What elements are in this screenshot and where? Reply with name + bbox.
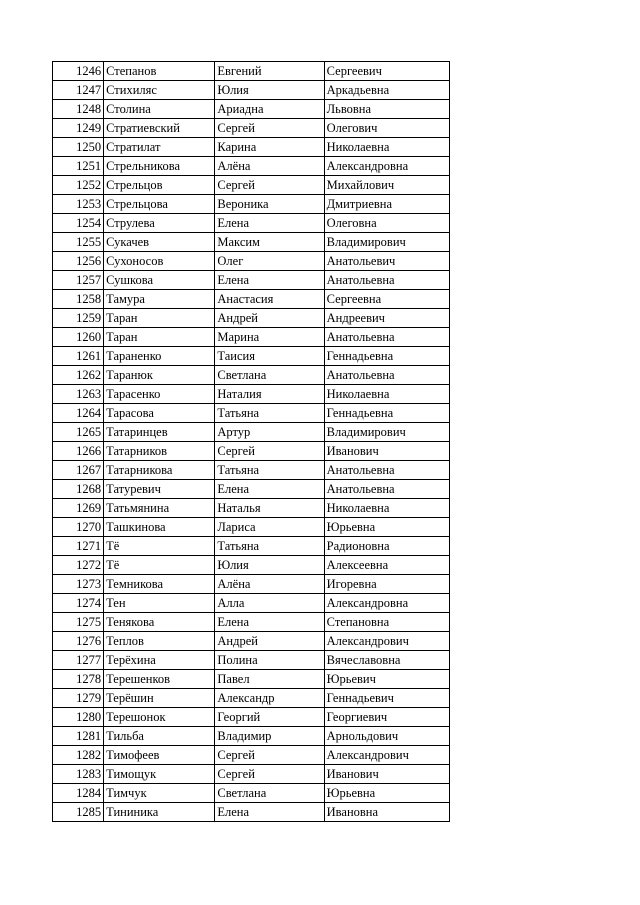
patronymic-cell: Иванович (324, 442, 449, 461)
patronymic-cell: Сергеевич (324, 62, 449, 81)
row-number-cell: 1259 (53, 309, 104, 328)
row-number-cell: 1276 (53, 632, 104, 651)
last-name-cell: Таранюк (104, 366, 215, 385)
table-row (53, 62, 450, 81)
table-row (53, 423, 450, 442)
patronymic-cell: Львовна (324, 100, 449, 119)
row-number-cell: 1278 (53, 670, 104, 689)
row-number-cell: 1266 (53, 442, 104, 461)
row-number-cell: 1277 (53, 651, 104, 670)
row-number-cell: 1274 (53, 594, 104, 613)
last-name-cell: Тильба (104, 727, 215, 746)
row-number-cell: 1247 (53, 81, 104, 100)
table-row (53, 233, 450, 252)
patronymic-cell: Николаевна (324, 385, 449, 404)
first-name-cell: Лариса (215, 518, 324, 537)
patronymic-cell: Анатольевна (324, 328, 449, 347)
first-name-cell: Сергей (215, 746, 324, 765)
first-name-cell: Наталья (215, 499, 324, 518)
patronymic-cell: Владимирович (324, 233, 449, 252)
row-number-cell: 1271 (53, 537, 104, 556)
first-name-cell: Алла (215, 594, 324, 613)
table-row (53, 461, 450, 480)
last-name-cell: Сушкова (104, 271, 215, 290)
table-row (53, 309, 450, 328)
first-name-cell: Наталия (215, 385, 324, 404)
first-name-cell: Татьяна (215, 461, 324, 480)
first-name-cell: Татьяна (215, 404, 324, 423)
table-row (53, 442, 450, 461)
last-name-cell: Терешенков (104, 670, 215, 689)
table-row (53, 176, 450, 195)
patronymic-cell: Геннадьевна (324, 347, 449, 366)
first-name-cell: Сергей (215, 765, 324, 784)
patronymic-cell: Михайлович (324, 176, 449, 195)
patronymic-cell: Степановна (324, 613, 449, 632)
first-name-cell: Георгий (215, 708, 324, 727)
row-number-cell: 1270 (53, 518, 104, 537)
table-row (53, 765, 450, 784)
table-row (53, 138, 450, 157)
last-name-cell: Столина (104, 100, 215, 119)
table-row (53, 404, 450, 423)
patronymic-cell: Геннадьевич (324, 689, 449, 708)
first-name-cell: Светлана (215, 784, 324, 803)
patronymic-cell: Юрьевич (324, 670, 449, 689)
table-row (53, 556, 450, 575)
first-name-cell: Светлана (215, 366, 324, 385)
row-number-cell: 1264 (53, 404, 104, 423)
last-name-cell: Тен (104, 594, 215, 613)
row-number-cell: 1248 (53, 100, 104, 119)
last-name-cell: Тараненко (104, 347, 215, 366)
first-name-cell: Андрей (215, 309, 324, 328)
patronymic-cell: Иванович (324, 765, 449, 784)
patronymic-cell: Владимирович (324, 423, 449, 442)
last-name-cell: Тё (104, 537, 215, 556)
table-row (53, 632, 450, 651)
last-name-cell: Тимчук (104, 784, 215, 803)
patronymic-cell: Анатольевич (324, 252, 449, 271)
last-name-cell: Тимофеев (104, 746, 215, 765)
row-number-cell: 1282 (53, 746, 104, 765)
row-number-cell: 1273 (53, 575, 104, 594)
patronymic-cell: Олеговна (324, 214, 449, 233)
table-row (53, 214, 450, 233)
last-name-cell: Струлева (104, 214, 215, 233)
row-number-cell: 1283 (53, 765, 104, 784)
row-number-cell: 1285 (53, 803, 104, 822)
row-number-cell: 1257 (53, 271, 104, 290)
table-row (53, 366, 450, 385)
patronymic-cell: Юрьевна (324, 784, 449, 803)
last-name-cell: Таран (104, 328, 215, 347)
first-name-cell: Карина (215, 138, 324, 157)
row-number-cell: 1256 (53, 252, 104, 271)
last-name-cell: Тамура (104, 290, 215, 309)
row-number-cell: 1249 (53, 119, 104, 138)
row-number-cell: 1275 (53, 613, 104, 632)
first-name-cell: Максим (215, 233, 324, 252)
patronymic-cell: Александрович (324, 632, 449, 651)
row-number-cell: 1272 (53, 556, 104, 575)
last-name-cell: Тининика (104, 803, 215, 822)
table-row (53, 499, 450, 518)
patronymic-cell: Николаевна (324, 499, 449, 518)
patronymic-cell: Аркадьевна (324, 81, 449, 100)
first-name-cell: Олег (215, 252, 324, 271)
patronymic-cell: Радионовна (324, 537, 449, 556)
row-number-cell: 1261 (53, 347, 104, 366)
table-row (53, 651, 450, 670)
row-number-cell: 1281 (53, 727, 104, 746)
table-row (53, 784, 450, 803)
table-row (53, 670, 450, 689)
table-row (53, 252, 450, 271)
first-name-cell: Александр (215, 689, 324, 708)
first-name-cell: Сергей (215, 442, 324, 461)
patronymic-cell: Анатольевна (324, 271, 449, 290)
row-number-cell: 1246 (53, 62, 104, 81)
first-name-cell: Елена (215, 803, 324, 822)
last-name-cell: Теплов (104, 632, 215, 651)
patronymic-cell: Анатольевна (324, 480, 449, 499)
patronymic-cell: Анатольевна (324, 366, 449, 385)
first-name-cell: Елена (215, 271, 324, 290)
patronymic-cell: Сергеевна (324, 290, 449, 309)
table-row (53, 328, 450, 347)
last-name-cell: Татарникова (104, 461, 215, 480)
patronymic-cell: Геннадьевна (324, 404, 449, 423)
last-name-cell: Сухоносов (104, 252, 215, 271)
row-number-cell: 1254 (53, 214, 104, 233)
row-number-cell: 1265 (53, 423, 104, 442)
last-name-cell: Стратилат (104, 138, 215, 157)
first-name-cell: Полина (215, 651, 324, 670)
patronymic-cell: Ивановна (324, 803, 449, 822)
last-name-cell: Ташкинова (104, 518, 215, 537)
first-name-cell: Евгений (215, 62, 324, 81)
row-number-cell: 1258 (53, 290, 104, 309)
table-row (53, 746, 450, 765)
table-row (53, 347, 450, 366)
first-name-cell: Анастасия (215, 290, 324, 309)
row-number-cell: 1260 (53, 328, 104, 347)
row-number-cell: 1268 (53, 480, 104, 499)
table-row (53, 594, 450, 613)
patronymic-cell: Анатольевна (324, 461, 449, 480)
row-number-cell: 1280 (53, 708, 104, 727)
row-number-cell: 1269 (53, 499, 104, 518)
last-name-cell: Стихиляс (104, 81, 215, 100)
patronymic-cell: Игоревна (324, 575, 449, 594)
row-number-cell: 1279 (53, 689, 104, 708)
first-name-cell: Таисия (215, 347, 324, 366)
patronymic-cell: Вячеславовна (324, 651, 449, 670)
first-name-cell: Юлия (215, 81, 324, 100)
row-number-cell: 1253 (53, 195, 104, 214)
table-row (53, 157, 450, 176)
row-number-cell: 1263 (53, 385, 104, 404)
table-row (53, 727, 450, 746)
row-number-cell: 1251 (53, 157, 104, 176)
last-name-cell: Татарников (104, 442, 215, 461)
last-name-cell: Терёшин (104, 689, 215, 708)
table-row (53, 81, 450, 100)
table-row (53, 613, 450, 632)
first-name-cell: Артур (215, 423, 324, 442)
last-name-cell: Терешонок (104, 708, 215, 727)
last-name-cell: Тё (104, 556, 215, 575)
last-name-cell: Татуревич (104, 480, 215, 499)
patronymic-cell: Дмитриевна (324, 195, 449, 214)
patronymic-cell: Юрьевна (324, 518, 449, 537)
table-row (53, 708, 450, 727)
first-name-cell: Павел (215, 670, 324, 689)
patronymic-cell: Алексеевна (324, 556, 449, 575)
last-name-cell: Темникова (104, 575, 215, 594)
row-number-cell: 1252 (53, 176, 104, 195)
roster-table-body (53, 62, 450, 822)
first-name-cell: Татьяна (215, 537, 324, 556)
first-name-cell: Ариадна (215, 100, 324, 119)
last-name-cell: Стрельцов (104, 176, 215, 195)
table-row (53, 575, 450, 594)
last-name-cell: Стратиевский (104, 119, 215, 138)
row-number-cell: 1267 (53, 461, 104, 480)
table-row (53, 290, 450, 309)
table-row (53, 195, 450, 214)
last-name-cell: Тарасова (104, 404, 215, 423)
first-name-cell: Андрей (215, 632, 324, 651)
roster-table (52, 61, 450, 822)
table-row (53, 803, 450, 822)
last-name-cell: Тимощук (104, 765, 215, 784)
last-name-cell: Таран (104, 309, 215, 328)
first-name-cell: Елена (215, 214, 324, 233)
last-name-cell: Тарасенко (104, 385, 215, 404)
first-name-cell: Елена (215, 613, 324, 632)
last-name-cell: Стрельникова (104, 157, 215, 176)
first-name-cell: Марина (215, 328, 324, 347)
first-name-cell: Юлия (215, 556, 324, 575)
patronymic-cell: Арнольдович (324, 727, 449, 746)
table-row (53, 271, 450, 290)
last-name-cell: Терёхина (104, 651, 215, 670)
row-number-cell: 1262 (53, 366, 104, 385)
table-row (53, 480, 450, 499)
table-row (53, 537, 450, 556)
last-name-cell: Стрельцова (104, 195, 215, 214)
table-row (53, 100, 450, 119)
table-row (53, 689, 450, 708)
first-name-cell: Сергей (215, 176, 324, 195)
row-number-cell: 1250 (53, 138, 104, 157)
first-name-cell: Алёна (215, 575, 324, 594)
row-number-cell: 1255 (53, 233, 104, 252)
first-name-cell: Алёна (215, 157, 324, 176)
patronymic-cell: Андреевич (324, 309, 449, 328)
last-name-cell: Степанов (104, 62, 215, 81)
table-row (53, 518, 450, 537)
last-name-cell: Татаринцев (104, 423, 215, 442)
first-name-cell: Сергей (215, 119, 324, 138)
table-row (53, 119, 450, 138)
last-name-cell: Сукачев (104, 233, 215, 252)
row-number-cell: 1284 (53, 784, 104, 803)
patronymic-cell: Александровна (324, 594, 449, 613)
first-name-cell: Вероника (215, 195, 324, 214)
patronymic-cell: Александрович (324, 746, 449, 765)
patronymic-cell: Александровна (324, 157, 449, 176)
patronymic-cell: Георгиевич (324, 708, 449, 727)
first-name-cell: Владимир (215, 727, 324, 746)
last-name-cell: Тенякова (104, 613, 215, 632)
patronymic-cell: Олегович (324, 119, 449, 138)
table-row (53, 385, 450, 404)
first-name-cell: Елена (215, 480, 324, 499)
last-name-cell: Татьмянина (104, 499, 215, 518)
patronymic-cell: Николаевна (324, 138, 449, 157)
